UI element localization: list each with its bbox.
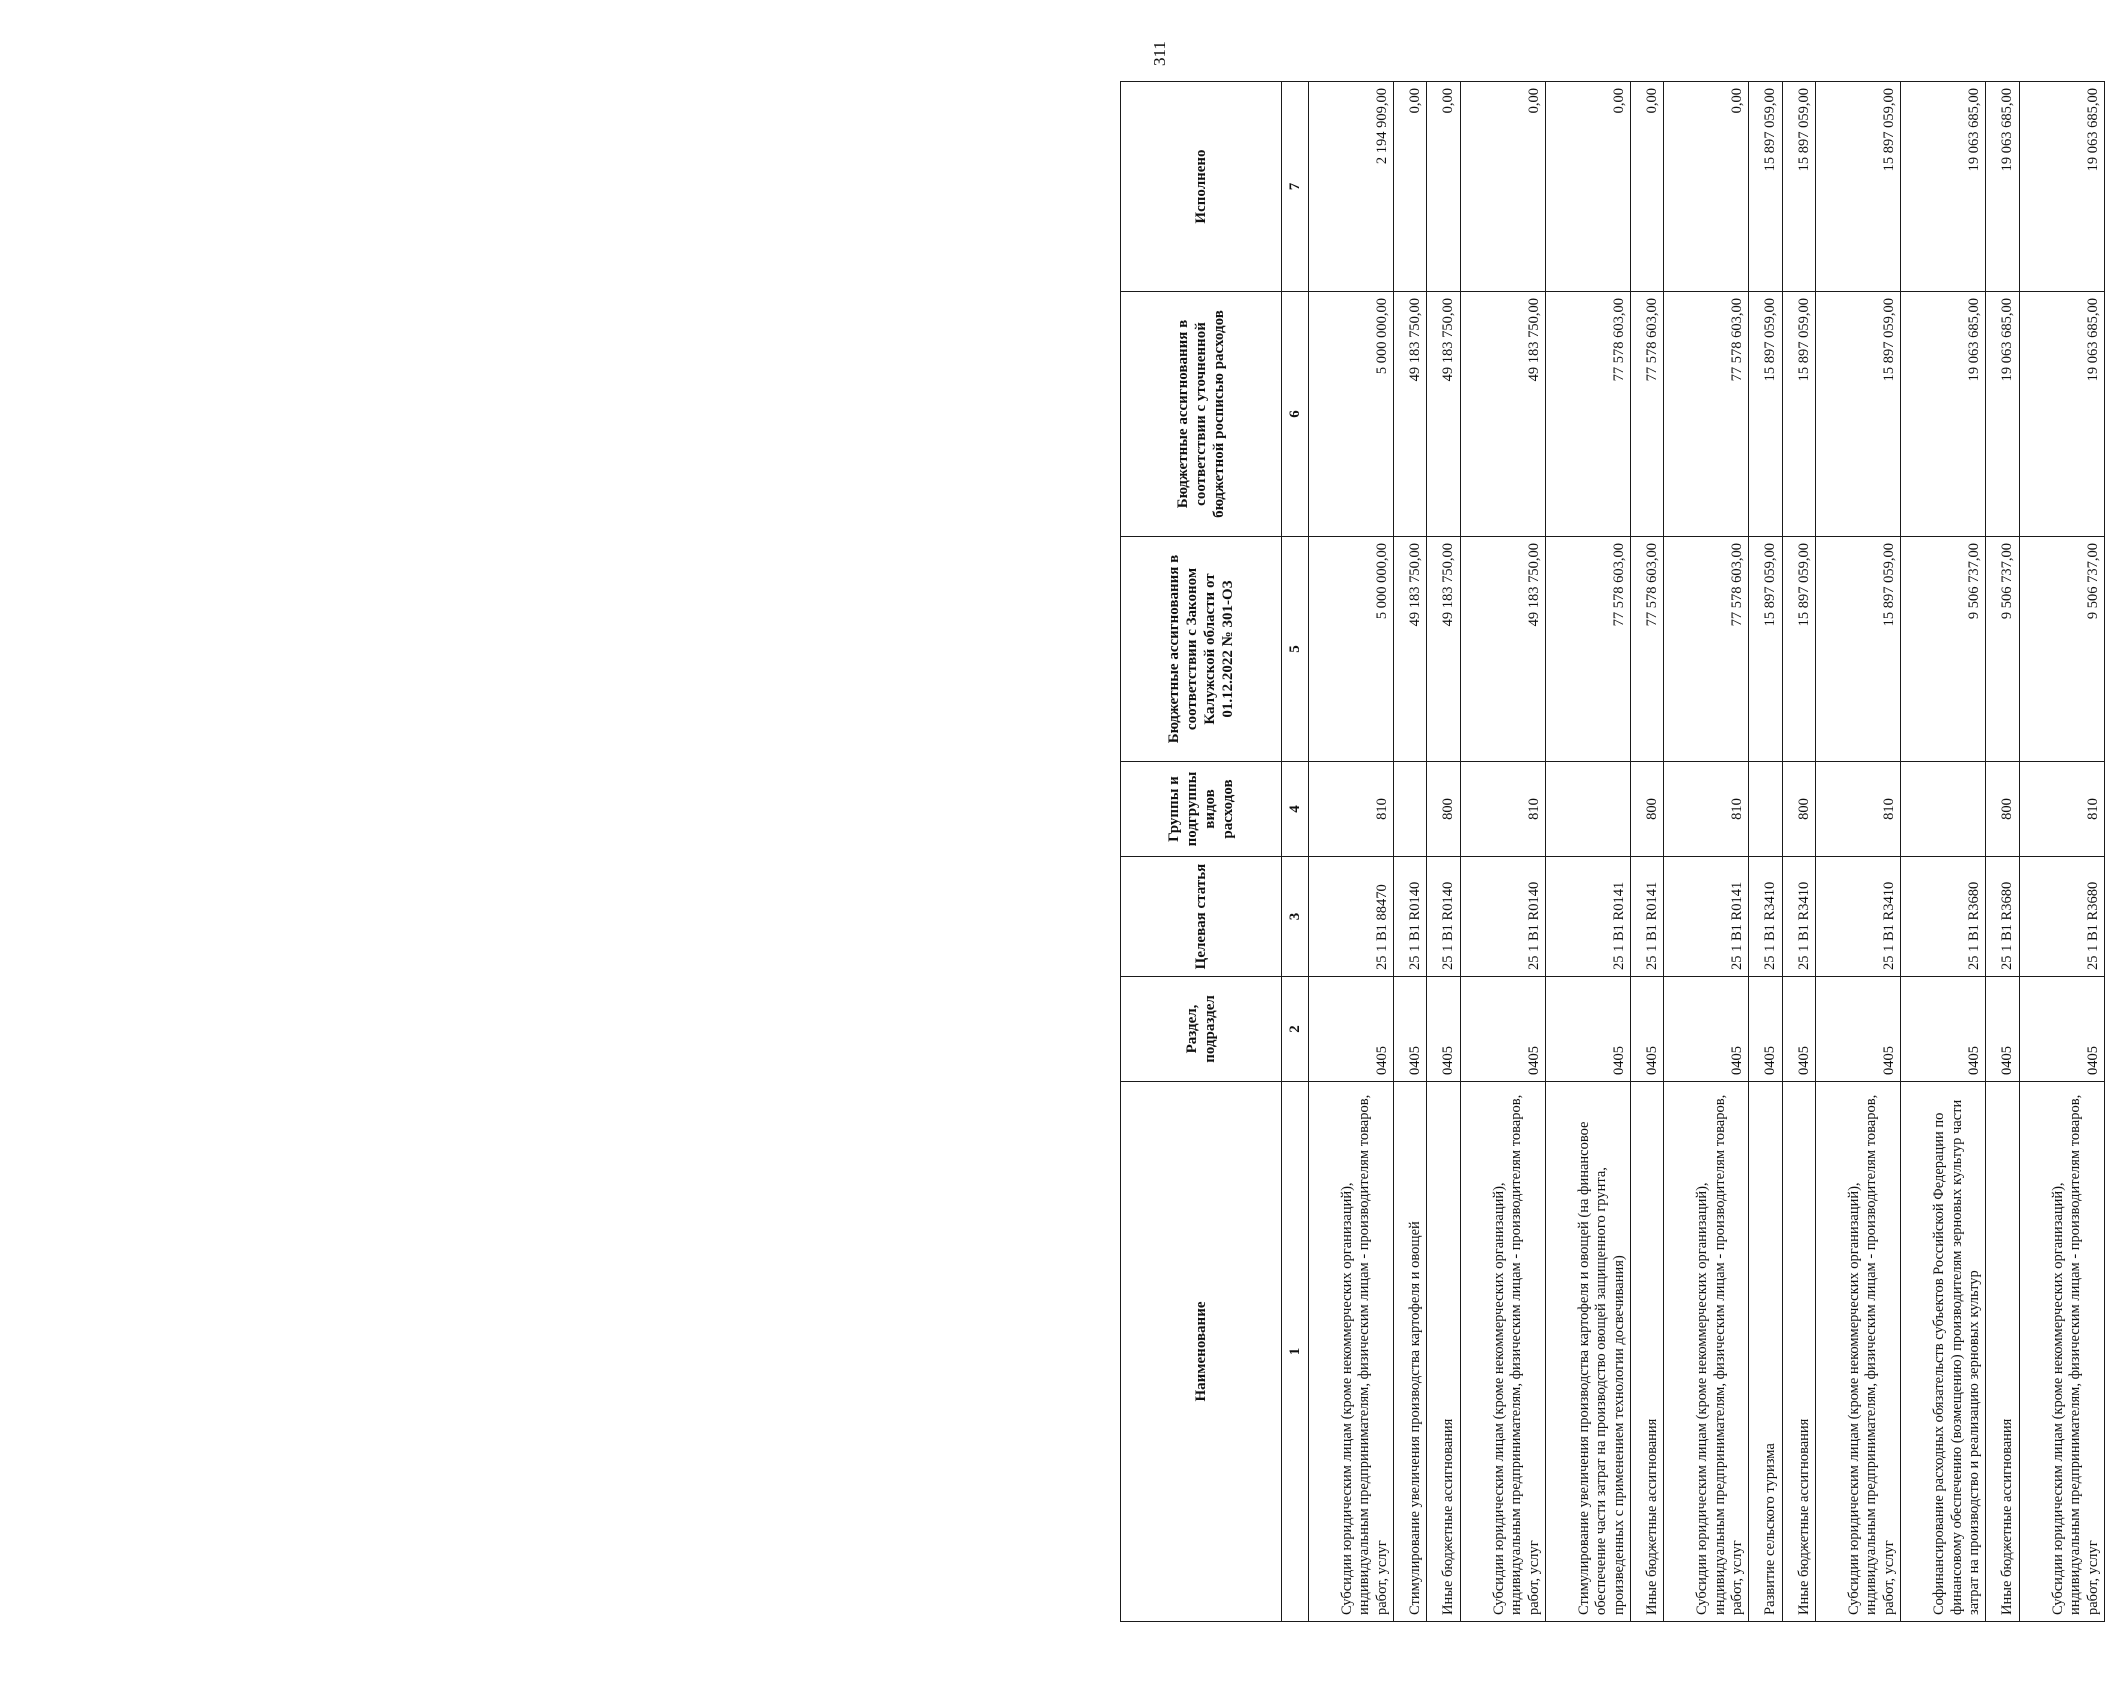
row-done-amount: 15 897 059,00 <box>1749 82 1782 292</box>
row-law-amount: 77 578 603,00 <box>1545 537 1630 762</box>
row-done-amount: 19 063 685,00 <box>1986 82 2019 292</box>
row-done-amount: 0,00 <box>1631 82 1664 292</box>
row-group <box>1394 762 1427 857</box>
column-number: 3 <box>1282 857 1309 977</box>
row-group: 800 <box>1782 762 1815 857</box>
row-group: 810 <box>1309 762 1394 857</box>
row-name: Иные бюджетные ассигнования <box>1986 1082 2019 1622</box>
row-plan-amount: 15 897 059,00 <box>1816 292 1901 537</box>
row-name: Стимулирование увеличения производства картофеля и овощей <box>1394 1082 1427 1622</box>
row-article: 25 1 B1 R0141 <box>1664 857 1749 977</box>
row-law-amount: 49 183 750,00 <box>1460 537 1545 762</box>
row-section: 0405 <box>1309 977 1394 1082</box>
row-law-amount: 5 000 000,00 <box>1309 537 1394 762</box>
row-section: 0405 <box>1460 977 1545 1082</box>
row-done-amount: 0,00 <box>1664 82 1749 292</box>
row-section: 0405 <box>1816 977 1901 1082</box>
row-section: 0405 <box>1782 977 1815 1082</box>
row-law-amount: 77 578 603,00 <box>1631 537 1664 762</box>
row-article: 25 1 B1 R0140 <box>1427 857 1460 977</box>
row-plan-amount: 77 578 603,00 <box>1545 292 1630 537</box>
header-section: Раздел, подраздел <box>1121 977 1282 1082</box>
row-group: 800 <box>1986 762 2019 857</box>
table-row <box>1986 82 2019 1622</box>
row-law-amount: 15 897 059,00 <box>1749 537 1782 762</box>
row-plan-amount: 49 183 750,00 <box>1427 292 1460 537</box>
row-done-amount: 0,00 <box>1545 82 1630 292</box>
budget-table-rotated <box>1120 82 2105 1622</box>
row-name: Субсидии юридическим лицам (кроме некоммерческих организаций), индивидуальным предпринимателям, физическим лицам - производителям товаров, работ, услуг <box>1460 1082 1545 1622</box>
table-row <box>2019 82 2104 1622</box>
row-plan-amount: 5 000 000,00 <box>1309 292 1394 537</box>
row-plan-amount: 19 063 685,00 <box>2019 292 2104 537</box>
row-plan-amount: 15 897 059,00 <box>1782 292 1815 537</box>
header-law: Бюджетные ассигнования в соответствии с Законом Калужской области от 01.12.2022 № 301-ОЗ <box>1121 537 1282 762</box>
row-plan-amount: 77 578 603,00 <box>1664 292 1749 537</box>
row-group: 800 <box>1631 762 1664 857</box>
row-law-amount: 9 506 737,00 <box>1901 537 1986 762</box>
row-name: Иные бюджетные ассигнования <box>1427 1082 1460 1622</box>
row-article: 25 1 B1 88470 <box>1309 857 1394 977</box>
table-row <box>1782 82 1815 1622</box>
row-group <box>1901 762 1986 857</box>
row-article: 25 1 B1 R0140 <box>1460 857 1545 977</box>
row-plan-amount: 49 183 750,00 <box>1460 292 1545 537</box>
row-done-amount: 15 897 059,00 <box>1782 82 1815 292</box>
row-name: Субсидии юридическим лицам (кроме некоммерческих организаций), индивидуальным предпринимателям, физическим лицам - производителям товаров, работ, услуг <box>1309 1082 1394 1622</box>
row-group: 800 <box>1427 762 1460 857</box>
header-done: Исполнено <box>1121 82 1282 292</box>
row-section: 0405 <box>1545 977 1630 1082</box>
column-number: 4 <box>1282 762 1309 857</box>
table-row <box>1427 82 1460 1622</box>
row-section: 0405 <box>2019 977 2104 1082</box>
column-number: 1 <box>1282 1082 1309 1622</box>
row-group: 810 <box>1460 762 1545 857</box>
row-done-amount: 19 063 685,00 <box>1901 82 1986 292</box>
row-done-amount: 15 897 059,00 <box>1816 82 1901 292</box>
table-row <box>1901 82 1986 1622</box>
row-group <box>1749 762 1782 857</box>
row-law-amount: 77 578 603,00 <box>1664 537 1749 762</box>
row-group <box>1545 762 1630 857</box>
column-number-row <box>1282 82 1309 1622</box>
row-section: 0405 <box>1749 977 1782 1082</box>
page-number: 311 <box>1150 41 1169 66</box>
row-done-amount: 2 194 909,00 <box>1309 82 1394 292</box>
row-done-amount: 0,00 <box>1460 82 1545 292</box>
row-done-amount: 19 063 685,00 <box>2019 82 2104 292</box>
table-body <box>1309 82 2105 1622</box>
row-plan-amount: 19 063 685,00 <box>1901 292 1986 537</box>
header-plan: Бюджетные ассигнования в соответствии с уточненной бюджетной росписью расходов <box>1121 292 1282 537</box>
row-article: 25 1 B1 R3680 <box>2019 857 2104 977</box>
row-section: 0405 <box>1986 977 2019 1082</box>
column-number: 7 <box>1282 82 1309 292</box>
header-article: Целевая статья <box>1121 857 1282 977</box>
table-row <box>1545 82 1630 1622</box>
header-group: Группы и подгруппы видов расходов <box>1121 762 1282 857</box>
row-name: Развитие сельского туризма <box>1749 1082 1782 1622</box>
row-law-amount: 15 897 059,00 <box>1816 537 1901 762</box>
table-row <box>1664 82 1749 1622</box>
row-group: 810 <box>1664 762 1749 857</box>
row-plan-amount: 77 578 603,00 <box>1631 292 1664 537</box>
row-name: Субсидии юридическим лицам (кроме некоммерческих организаций), индивидуальным предпринимателям, физическим лицам - производителям товаров, работ, услуг <box>1664 1082 1749 1622</box>
row-article: 25 1 B1 R3410 <box>1749 857 1782 977</box>
table-row <box>1631 82 1664 1622</box>
row-law-amount: 15 897 059,00 <box>1782 537 1815 762</box>
row-name: Стимулирование увеличения производства картофеля и овощей (на финансовое обеспечение части затрат на производство овощей защищенного грунта, произведенных с применением технологии досвечивания) <box>1545 1082 1630 1622</box>
column-number: 6 <box>1282 292 1309 537</box>
header-name: Наименование <box>1121 1082 1282 1622</box>
row-name: Иные бюджетные ассигнования <box>1782 1082 1815 1622</box>
row-article: 25 1 B1 R3410 <box>1816 857 1901 977</box>
row-plan-amount: 19 063 685,00 <box>1986 292 2019 537</box>
table-row <box>1749 82 1782 1622</box>
row-law-amount: 9 506 737,00 <box>1986 537 2019 762</box>
column-number: 5 <box>1282 537 1309 762</box>
header-row <box>1121 82 1282 1622</box>
row-plan-amount: 15 897 059,00 <box>1749 292 1782 537</box>
row-section: 0405 <box>1664 977 1749 1082</box>
row-name: Субсидии юридическим лицам (кроме некоммерческих организаций), индивидуальным предпринимателям, физическим лицам - производителям товаров, работ, услуг <box>2019 1082 2104 1622</box>
row-name: Субсидии юридическим лицам (кроме некоммерческих организаций), индивидуальным предпринимателям, физическим лицам - производителям товаров, работ, услуг <box>1816 1082 1901 1622</box>
row-article: 25 1 B1 R0140 <box>1394 857 1427 977</box>
row-section: 0405 <box>1901 977 1986 1082</box>
row-section: 0405 <box>1427 977 1460 1082</box>
row-law-amount: 49 183 750,00 <box>1394 537 1427 762</box>
row-group: 810 <box>1816 762 1901 857</box>
row-plan-amount: 49 183 750,00 <box>1394 292 1427 537</box>
row-section: 0405 <box>1631 977 1664 1082</box>
row-section: 0405 <box>1394 977 1427 1082</box>
row-article: 25 1 B1 R0141 <box>1545 857 1630 977</box>
column-number: 2 <box>1282 977 1309 1082</box>
row-name: Иные бюджетные ассигнования <box>1631 1082 1664 1622</box>
row-name: Софинансирование расходных обязательств субъектов Российской Федерации по финансовому обеспечению (возмещению) производителям зерновых культур части затрат на производство и реализацию зерновых культур <box>1901 1082 1986 1622</box>
table-row <box>1309 82 1394 1622</box>
row-article: 25 1 B1 R3680 <box>1986 857 2019 977</box>
row-law-amount: 49 183 750,00 <box>1427 537 1460 762</box>
table-row <box>1394 82 1427 1622</box>
row-group: 810 <box>2019 762 2104 857</box>
table-row <box>1460 82 1545 1622</box>
row-law-amount: 9 506 737,00 <box>2019 537 2104 762</box>
budget-table <box>1120 81 2105 1622</box>
row-article: 25 1 B1 R3680 <box>1901 857 1986 977</box>
row-article: 25 1 B1 R0141 <box>1631 857 1664 977</box>
row-done-amount: 0,00 <box>1394 82 1427 292</box>
row-article: 25 1 B1 R3410 <box>1782 857 1815 977</box>
table-row <box>1816 82 1901 1622</box>
row-done-amount: 0,00 <box>1427 82 1460 292</box>
